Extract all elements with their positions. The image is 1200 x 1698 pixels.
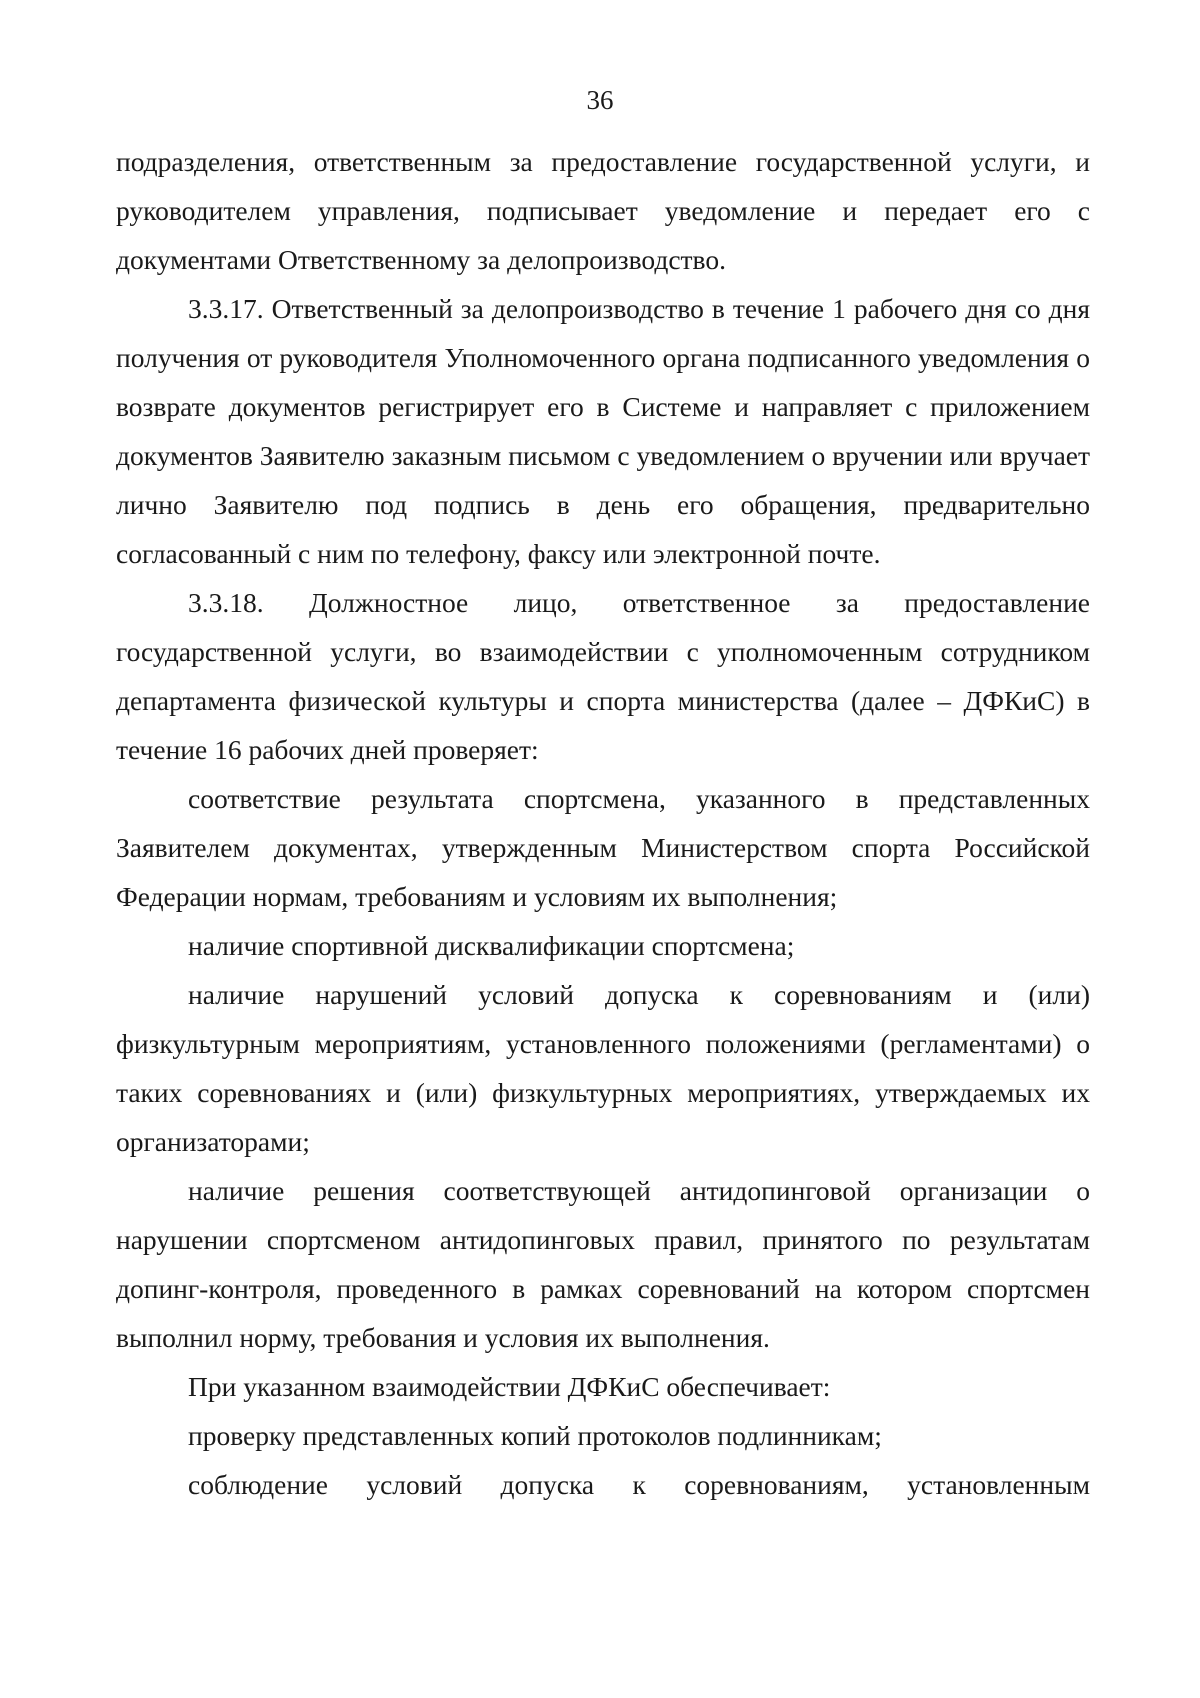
list-item-result-compliance: соответствие результата спортсмена, указанного в представленных Заявителем документах, утвержденным Министерством спорта Российской Федерации нормам, требованиям и условиям их выполнения; [116, 783, 1090, 912]
list-item-admission-conditions: соблюдение условий допуска к соревнованиям, установленным [188, 1469, 1090, 1500]
list-item-disqualification: наличие спортивной дисквалификации спортсмена; [188, 930, 795, 961]
paragraph-continuation: подразделения, ответственным за предоставление государственной услуги, и руководителем управления, подписывает уведомление и передает его с документами Ответственному за делопроизводство. [116, 146, 1090, 275]
list-item-antidoping-decision: наличие решения соответствующей антидопинговой организации о нарушении спортсменом антидопинговых правил, принятого по результатам допинг-контроля, проведенного в рамках соревнований на котором спортсмен выполнил норму, требования и условия их выполнения. [116, 1175, 1090, 1353]
paragraph-3-3-18: 3.3.18. Должностное лицо, ответственное за предоставление государственной услуги, во взаимодействии с уполномоченным сотрудником департамента физической культуры и спорта министерства (далее – ДФКиС) в течение 16 рабочих дней проверяет: [116, 587, 1090, 765]
list-item-protocol-check: проверку представленных копий протоколов подлинникам; [188, 1420, 882, 1451]
paragraph-3-3-17: 3.3.17. Ответственный за делопроизводство в течение 1 рабочего дня со дня получения от руководителя Уполномоченного органа подписанного уведомления о возврате документов регистрирует его в Системе и направляет с приложением документов Заявителю заказным письмом с уведомлением о вручении или вручает лично Заявителю под подпись в день его обращения, предварительно согласованный с ним по телефону, факсу или электронной почте. [116, 293, 1090, 569]
page-number: 36 [586, 85, 614, 115]
list-item-admission-violations: наличие нарушений условий допуска к соревнованиям и (или) физкультурным мероприятиям, установленного положениями (регламентами) о таких соревнованиях и (или) физкультурных мероприятиях, утверждаемых их организаторами; [116, 979, 1090, 1157]
document-body [116, 137, 1090, 1509]
paragraph-dfkis-provides: При указанном взаимодействии ДФКиС обеспечивает: [188, 1371, 831, 1402]
